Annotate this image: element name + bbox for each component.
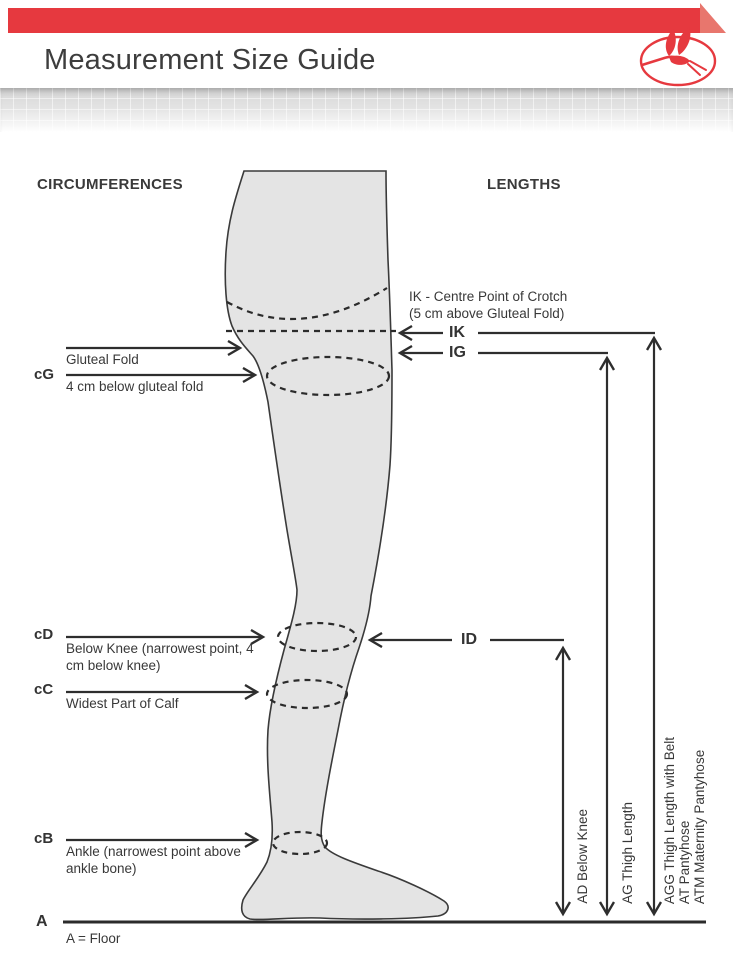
id-code: ID <box>461 631 477 648</box>
cc-code: cC <box>34 681 54 698</box>
cc-label: Widest Part of Calf <box>66 696 179 711</box>
floor-code: A <box>36 913 48 930</box>
lengths-heading: LENGTHS <box>487 176 561 193</box>
cd-label: Below Knee (narrowest point, 4 cm below knee) <box>66 641 254 673</box>
ik-note-line1: IK - Centre Point of Crotch <box>409 289 568 304</box>
gluteal-fold-label: Gluteal Fold <box>66 352 139 367</box>
ig-code: IG <box>449 344 466 361</box>
ik-code: IK <box>449 324 465 341</box>
cg-code: cG <box>34 366 55 383</box>
atm-label: ATM Maternity Pantyhose <box>692 749 707 904</box>
cg-label: 4 cm below gluteal fold <box>66 379 204 394</box>
ik-note <box>409 289 567 322</box>
ag-thigh-length-label: AG Thigh Length <box>620 802 635 904</box>
circumferences-heading: CIRCUMFERENCES <box>37 176 183 193</box>
cb-label: Ankle (narrowest point above ankle bone) <box>66 844 241 876</box>
ik-note-line2: (5 cm above Gluteal Fold) <box>409 305 565 321</box>
page-title: Measurement Size Guide <box>44 44 376 76</box>
agg-label: AGG Thigh Length with Belt <box>662 736 677 904</box>
cb-code: cB <box>34 830 54 847</box>
agg-at-atm-labels <box>662 737 707 904</box>
cd-code: cD <box>34 626 54 643</box>
at-label: AT Pantyhose <box>677 820 692 904</box>
leg-outline <box>225 171 448 920</box>
floor-label: A = Floor <box>66 931 121 946</box>
ad-below-knee-label: AD Below Knee <box>575 809 590 904</box>
